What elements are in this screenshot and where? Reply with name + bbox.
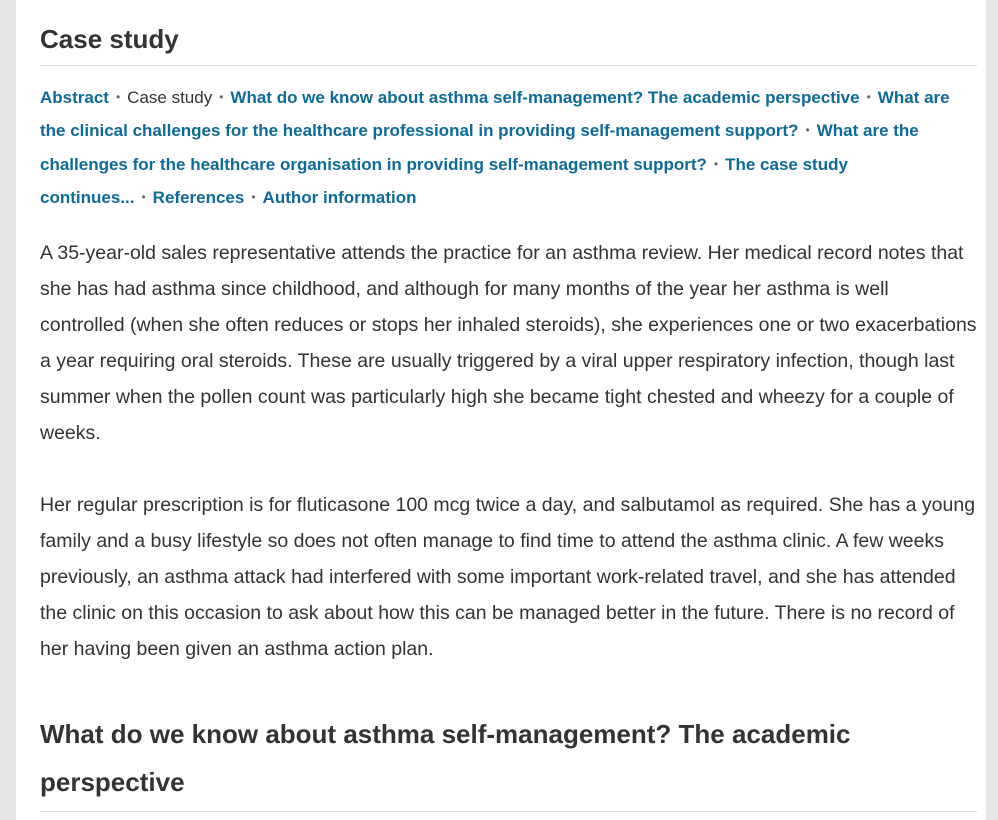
toc-separator: •: [219, 90, 224, 104]
toc-link-academic-perspective[interactable]: What do we know about asthma self-management? The academic perspective: [230, 88, 860, 107]
toc-link-references[interactable]: References: [152, 187, 245, 207]
toc-link-author-information[interactable]: Author information: [262, 187, 417, 207]
next-section-heading: What do we know about asthma self-management? The academic perspective: [40, 710, 977, 812]
case-study-paragraph-2: Her regular prescription is for fluticasone 100 mcg twice a day, and salbutamol as required. She has a young family and a busy lifestyle so does not often manage to find time to attend the asthma clinic. A few weeks previously, an asthma attack had interfered with some important work-related travel, and she has attended the clinic on this occasion to ask about how this can be managed better in the future. There is no record of her having been given an asthma action plan.: [40, 494, 976, 661]
toc-separator: •: [251, 189, 256, 204]
toc-link-organisation-challenges[interactable]: What are the challenges for the healthcare organisation in providing self-management support?: [40, 121, 919, 174]
toc-link-abstract[interactable]: Abstract: [40, 88, 109, 107]
toc-link-clinical-challenges[interactable]: What are the clinical challenges for the healthcare professional in providing self-management support?: [40, 88, 950, 141]
toc-separator: •: [866, 90, 871, 104]
case-study-paragraph-1: A 35-year-old sales representative attends the practice for an asthma review. Her medical record notes that she has had asthma since childhood, and although for many months of the year her asthma is well controlled (when she often reduces or stops her inhaled steroids), she experiences one or two exacerbations a year requiring oral steroids. These are usually triggered by a viral upper respiratory infection, though last summer when the pollen count was particularly high she became tight chested and wheezy for a couple of weeks.: [40, 242, 977, 445]
article-content: [40, 0, 977, 812]
right-page-rail: [986, 0, 998, 820]
toc-separator: •: [713, 156, 719, 171]
toc-separator: •: [141, 189, 146, 204]
toc-current-case-study: Case study: [127, 88, 213, 107]
toc-link-case-study-continues[interactable]: The case study continues...: [40, 154, 848, 207]
section-navigation: [40, 82, 977, 215]
left-page-rail: [0, 0, 16, 820]
toc-separator: •: [805, 123, 810, 138]
section-heading: Case study: [40, 0, 977, 66]
toc-separator: •: [115, 90, 121, 104]
